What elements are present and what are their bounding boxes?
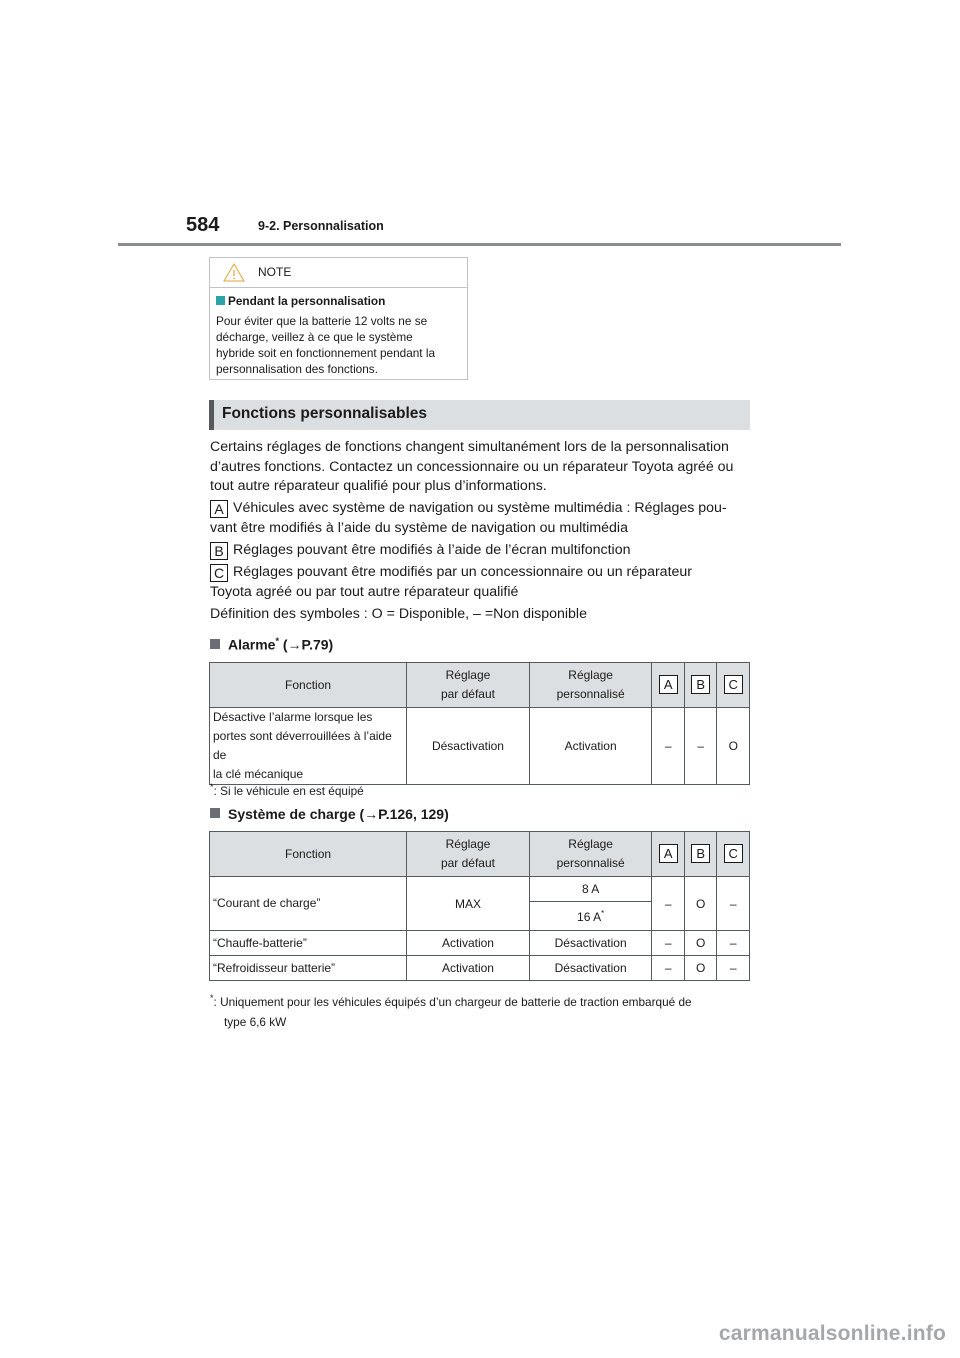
cell-a: – xyxy=(652,931,685,956)
cell-a: – xyxy=(652,708,685,785)
cell-a: – xyxy=(652,956,685,981)
section-banner xyxy=(209,400,750,430)
square-bullet-icon xyxy=(210,639,220,649)
label-c-box: C xyxy=(210,564,228,582)
cell-fonction: “Chauffe-batterie” xyxy=(210,931,407,956)
cell-defaut: MAX xyxy=(407,877,530,931)
cell-c: O xyxy=(717,708,750,785)
legend-b: B Réglages pouvant être modifiés à l’aide de l’écran multifonction xyxy=(210,541,755,561)
legend-c: C Réglages pouvant être modifiés par un concessionnaire ou un réparateur Toyota agréé ou par tout autre réparateur qualifié xyxy=(210,564,693,600)
table-row xyxy=(210,877,750,902)
note-line: personnalisation des fonctions. xyxy=(216,362,378,376)
column-header: Réglage par défaut xyxy=(407,832,530,877)
intro-paragraph: Certains réglages de fonctions changent simultanément lors de la personnalisation d’autres fonctions. Contactez un concessionnaire ou un réparateur Toyota agréé ou tout autre réparateur qualifié pour plus d’informations. xyxy=(210,439,734,494)
note-line: hybride soit en fonctionnement pendant la xyxy=(216,346,436,360)
section-title: 9-2. Personnalisation xyxy=(258,219,384,233)
cell-fonction: “Refroidisseur batterie” xyxy=(210,956,407,981)
charge-footnote: *: Uniquement pour les véhicules équipés d’un chargeur de batterie de traction embarqué de type 6,6 kW xyxy=(210,993,692,1029)
label-a-box: A xyxy=(210,500,228,518)
cell-b: O xyxy=(684,931,717,956)
cell-defaut: Désactivation xyxy=(407,708,530,785)
note-line: décharge, veillez à ce que le système xyxy=(216,330,413,344)
column-header: Réglage personnalisé xyxy=(529,663,652,708)
cell-b: – xyxy=(684,708,717,785)
note-line: Pour éviter que la batterie 12 volts ne se xyxy=(216,314,428,328)
cell-perso: 16 A* xyxy=(529,902,652,931)
cell-b: O xyxy=(684,956,717,981)
watermark-logo: carmanualsonline.info xyxy=(718,1322,946,1345)
symbol-definition: Définition des symboles : O = Disponible, – =Non disponible xyxy=(210,606,587,622)
cell-fonction: Désactive l’alarme lorsque les portes sont déverrouillées à l’aide de la clé mécanique xyxy=(210,708,407,785)
cell-perso: 8 A xyxy=(529,877,652,902)
column-header: B xyxy=(684,663,717,708)
banner-title: Fonctions personnalisables xyxy=(222,405,427,422)
banner-accent xyxy=(209,400,214,430)
note-box xyxy=(209,257,468,380)
table-row xyxy=(210,708,750,785)
warning-triangle-icon xyxy=(223,263,245,282)
alarme-table xyxy=(209,662,750,785)
column-header: Réglage personnalisé xyxy=(529,832,652,877)
cell-c: – xyxy=(717,931,750,956)
charge-table xyxy=(209,831,750,981)
column-header: C xyxy=(717,663,750,708)
column-header: Fonction xyxy=(210,832,407,877)
column-header: Fonction xyxy=(210,663,407,708)
note-subtitle: Pendant la personnalisation xyxy=(216,293,461,309)
alarme-heading: Alarme* (→P.79) xyxy=(210,636,333,653)
table-row xyxy=(210,931,750,956)
charge-heading: Système de charge (→P.126, 129) xyxy=(210,806,449,822)
page-number: 584 xyxy=(186,214,220,236)
cell-b: O xyxy=(684,877,717,931)
note-header xyxy=(210,258,467,288)
square-bullet-icon xyxy=(210,808,220,818)
cell-perso: Désactivation xyxy=(529,956,652,981)
column-header: Réglage par défaut xyxy=(407,663,530,708)
column-header: A xyxy=(652,663,685,708)
legend-a: A Véhicules avec système de navigation ou système multimédia : Réglages pou- vant être modifiés à l’aide du système de navigation ou multimédia xyxy=(210,500,727,536)
column-header: A xyxy=(652,832,685,877)
column-header: B xyxy=(684,832,717,877)
cell-a: – xyxy=(652,877,685,931)
cell-defaut: Activation xyxy=(407,956,530,981)
table-header-row xyxy=(210,832,750,877)
cell-perso: Activation xyxy=(529,708,652,785)
header-divider xyxy=(118,243,841,246)
label-b-box: B xyxy=(210,542,228,560)
cell-defaut: Activation xyxy=(407,931,530,956)
square-bullet-icon xyxy=(216,296,225,305)
table-header-row xyxy=(210,663,750,708)
cell-perso: Désactivation xyxy=(529,931,652,956)
column-header: C xyxy=(717,832,750,877)
cell-c: – xyxy=(717,877,750,931)
alarme-footnote: *: Si le véhicule en est équipé xyxy=(210,782,364,798)
table-row xyxy=(210,956,750,981)
cell-fonction: “Courant de charge” xyxy=(210,877,407,931)
note-title: NOTE xyxy=(258,265,292,279)
cell-c: – xyxy=(717,956,750,981)
